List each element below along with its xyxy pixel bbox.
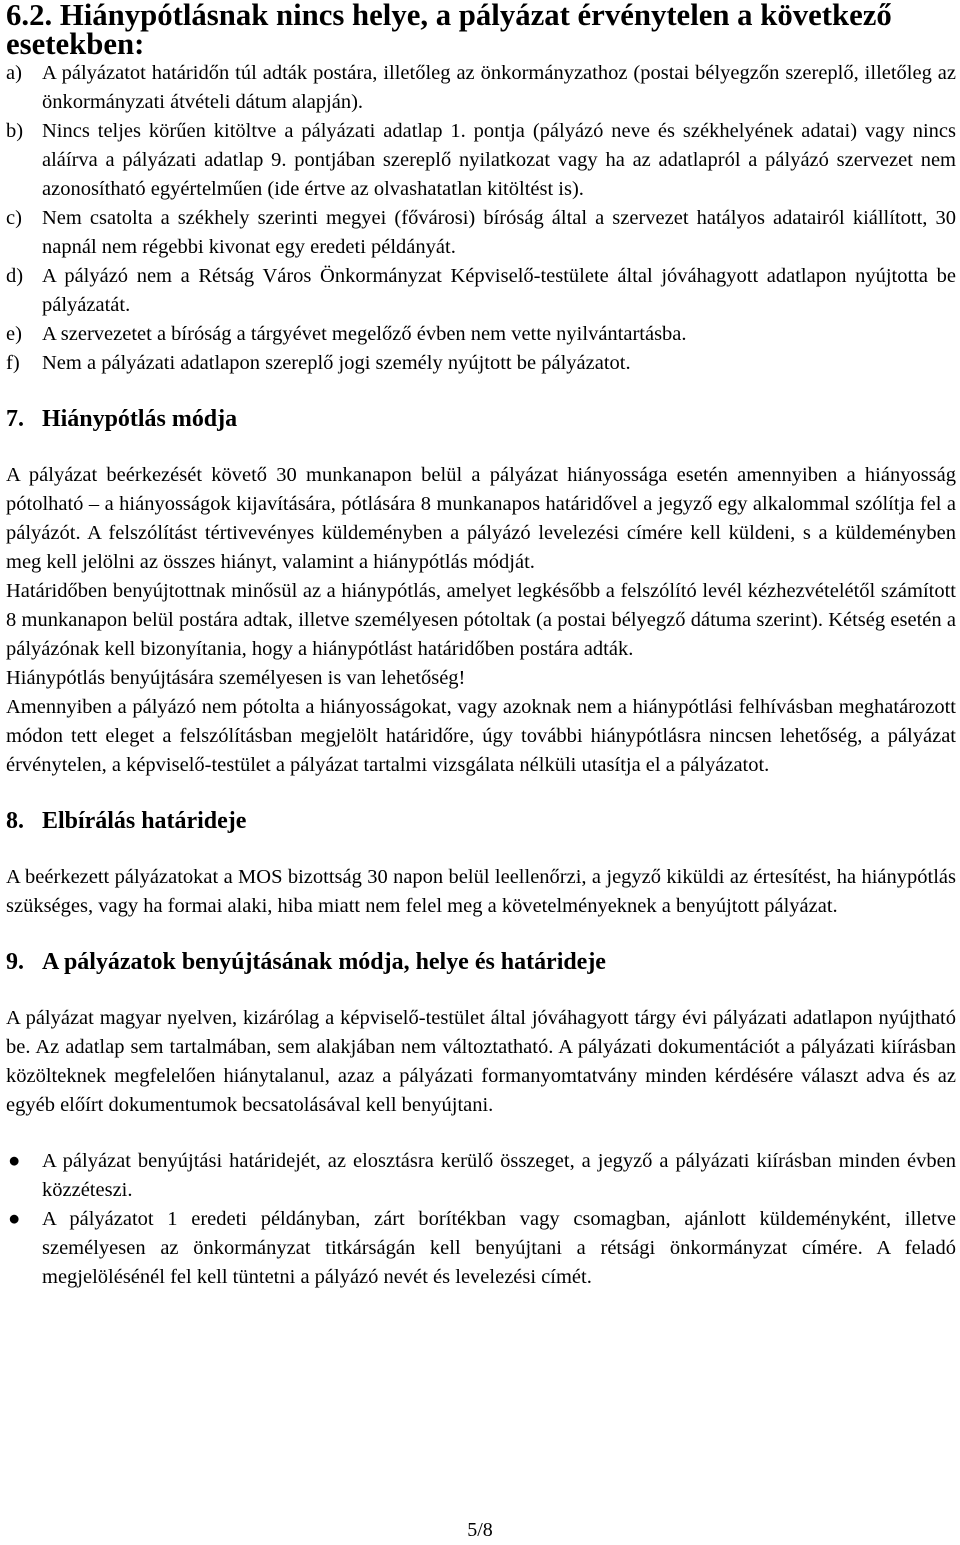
list-item-text: Nincs teljes körűen kitöltve a pályázati adatlap 1. pontja (pályázó neve és székhelyének adatai) vagy nincs aláírva a pályázati adatlap 9. pontjában szereplő nyilatkozat vagy ha az adatlapról a pályázó szervezet nem azonosítható egyértelműen (ide értve az olvashatatlan kitöltést is). <box>42 120 956 200</box>
section-7-heading <box>6 405 956 434</box>
section-number: 8. <box>6 808 24 834</box>
section-number: 7. <box>6 406 24 432</box>
list-item <box>6 262 956 320</box>
bullet-text: A pályázat benyújtási határidejét, az elosztásra kerülő összeget, a jegyző a pályázati kiírásban minden évben közzéteszi. <box>42 1150 956 1201</box>
list-item <box>6 204 956 262</box>
paragraph: Határidőben benyújtottnak minősül az a hiánypótlás, amelyet legkésőbb a felszólító levél kézhezvételétől számított 8 munkanapon belül postára adtak, illetve személyesen pótoltak (a postai bélyegző dátuma szerint). Kétség esetén a pályázónak kell bizonyítania, hogy a hiánypótlást határidőben postára adták. <box>6 580 956 660</box>
document-page <box>6 0 956 1292</box>
bullet-item <box>6 1147 956 1205</box>
section-9-heading <box>6 948 956 977</box>
paragraph: Amennyiben a pályázó nem pótolta a hiányosságokat, vagy azoknak nem a hiánypótlási felhívásban meghatározott módon tett eleget a felszólításban megjelölt határidőre, úgy további hiánypótlásra nincsen lehetőség, a pályázat érvénytelen, a képviselő-testület a pályázat tartalmi vizsgálata nélküli utasítja el a pályázatot. <box>6 696 956 776</box>
list-item <box>6 59 956 117</box>
bullet-list <box>6 1147 956 1292</box>
section-title: Elbírálás határideje <box>42 808 247 834</box>
bullet-icon: ● <box>8 1150 21 1172</box>
paragraph: Hiánypótlás benyújtására személyesen is van lehetőség! <box>6 667 466 689</box>
list-item-text: A szervezetet a bíróság a tárgyévet megelőző évben nem vette nyilvántartásba. <box>42 323 687 345</box>
section-8-heading <box>6 807 956 836</box>
list-item-label: c) <box>6 207 22 229</box>
section-title: A pályázatok benyújtásának módja, helye és határideje <box>42 949 606 975</box>
page-number: 5/8 <box>467 1519 493 1541</box>
list-item-text: A pályázó nem a Rétság Város Önkormányzat Képviselő-testülete által jóváhagyott adatlapon nyújtotta be pályázatát. <box>42 265 956 316</box>
list-item-text: Nem csatolta a székhely szerinti megyei (fővárosi) bíróság által a szervezet hatályos adatairól kiállított, 30 napnál nem régebbi kivonat egy eredeti példányát. <box>42 207 956 258</box>
spacer <box>6 977 956 1004</box>
list-item-label: f) <box>6 352 20 374</box>
section-6-2-heading: 6.2. Hiánypótlásnak nincs helye, a pályázat érvénytelen a következő esetekben: <box>6 0 892 61</box>
list-item-label: a) <box>6 62 22 84</box>
spacer <box>6 836 956 863</box>
list-item-text: Nem a pályázati adatlapon szereplő jogi személy nyújtott be pályázatot. <box>42 352 631 374</box>
list-item <box>6 117 956 204</box>
list-item <box>6 349 956 378</box>
list-item-label: b) <box>6 120 24 142</box>
list-item-text: A pályázatot határidőn túl adták postára, illetőleg az önkormányzathoz (postai bélyegzőn szereplő, illetőleg az önkormányzati átvételi dátum alapján). <box>42 62 956 113</box>
section-title: Hiánypótlás módja <box>42 406 238 432</box>
bullet-item <box>6 1205 956 1292</box>
paragraph: A beérkezett pályázatokat a MOS bizottság 30 napon belül leellenőrzi, a jegyző kiküldi az értesítést, ha hiánypótlás szükséges, vagy ha formai alaki, hiba miatt nem felel meg a követelményeknek a benyújtott pályázat. <box>6 866 956 917</box>
spacer <box>6 780 956 807</box>
list-item <box>6 320 956 349</box>
section-6-2-list <box>6 59 956 378</box>
bullet-text: A pályázatot 1 eredeti példányban, zárt borítékban vagy csomagban, ajánlott küldeményként, illetve személyesen az önkormányzat titkárságán kell benyújtani a rétsági önkormányzat címére. A feladó megjelölésénél fel kell tüntetni a pályázó nevét és levelezési címét. <box>42 1208 956 1288</box>
paragraph: A pályázat beérkezését követő 30 munkanapon belül a pályázat hiányossága esetén amennyiben a hiányosság pótolható – a hiányosságok kijavítására, pótlására 8 munkanapos határidővel a jegyző egy alkalommal szólítja fel a pályázót. A felszólítást tértivevényes küldeményben a pályázó levelezési címére kell küldeni, s a küldeményben meg kell jelölni az összes hiányt, valamint a hiánypótlás módját. <box>6 464 956 573</box>
list-item-label: e) <box>6 323 22 345</box>
spacer <box>6 921 956 948</box>
spacer <box>6 434 956 461</box>
spacer <box>6 378 956 405</box>
spacer <box>6 1120 956 1147</box>
list-item-label: d) <box>6 265 24 287</box>
section-number: 9. <box>6 949 24 975</box>
bullet-icon: ● <box>8 1208 21 1230</box>
paragraph: A pályázat magyar nyelven, kizárólag a képviselő-testület által jóváhagyott tárgy évi pályázati adatlapon nyújtható be. Az adatlap sem tartalmában, sem alakjában nem változtatható. A pályázati dokumentációt a pályázati kiírásban közölteknek megfelelően hiánytalanul, azaz a pályázati formanyomtatvány minden kérdésére választ adva és az egyéb előírt dokumentumok becsatolásával kell benyújtani. <box>6 1007 956 1116</box>
